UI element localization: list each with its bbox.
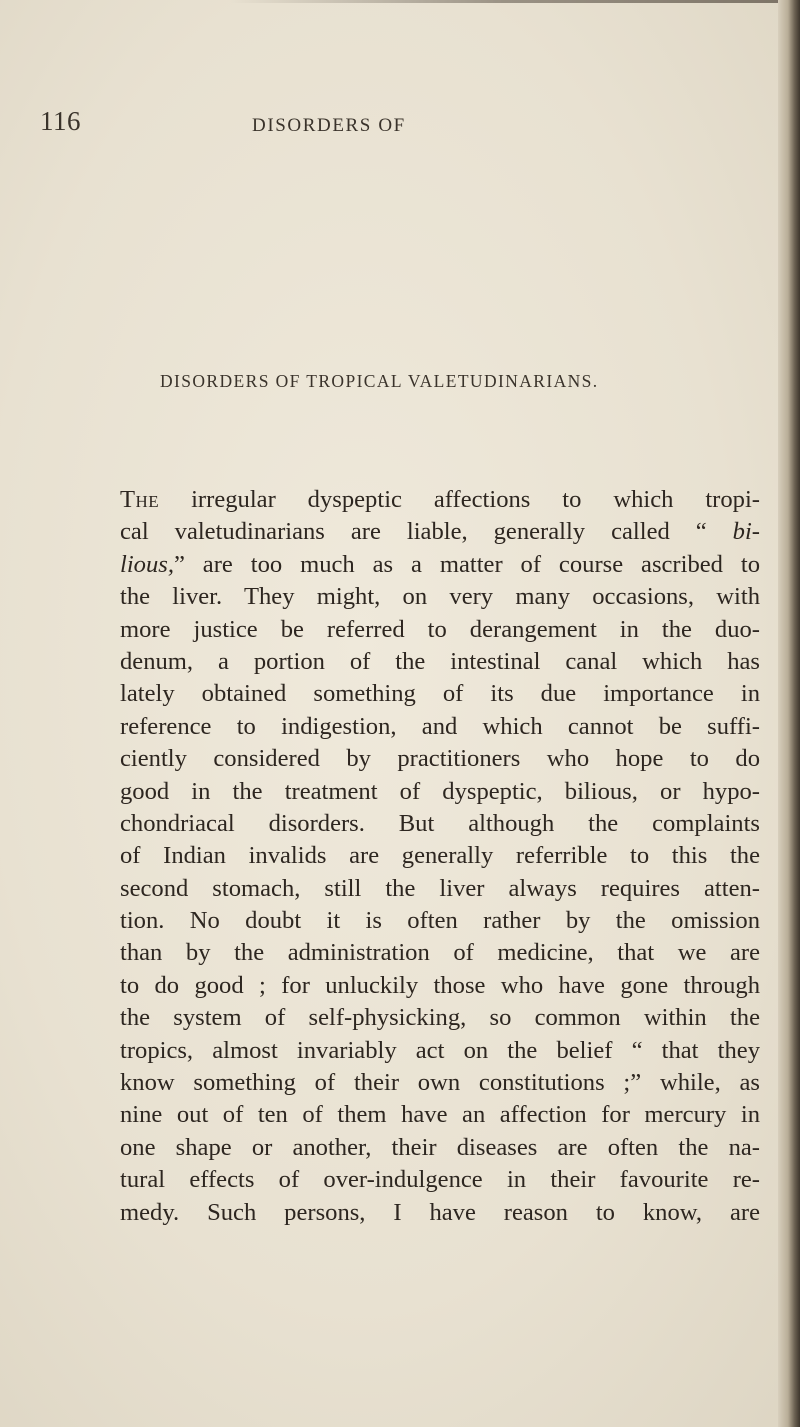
line-text: the liver. They might, on very many occasions, with	[120, 583, 760, 611]
line-text: denum, a portion of the intestinal canal which has	[120, 647, 760, 675]
line-text: more justice be referred to derangement in the duo-	[120, 615, 760, 643]
text-line	[120, 1067, 760, 1099]
text-line	[120, 1002, 760, 1034]
running-head: DISORDERS OF	[252, 115, 406, 136]
text-line	[120, 1132, 760, 1164]
line-text: medy. Such persons, I have reason to know, are	[120, 1198, 760, 1226]
top-rule	[230, 0, 778, 3]
text-line	[120, 516, 760, 548]
line-text: tropics, almost invariably act on the belief “ that they	[120, 1036, 760, 1064]
line-text: good in the treatment of dyspeptic, bilious, or hypo-	[120, 777, 760, 805]
line-text: ” are too much as a matter of course ascribed to	[173, 550, 760, 578]
text-line	[120, 1099, 760, 1131]
text-line	[120, 743, 760, 775]
line-text: cal valetudinarians are liable, generally called “	[120, 518, 733, 546]
page-number: 116	[40, 106, 81, 136]
italic-word: lious,	[120, 550, 174, 578]
text-line	[120, 581, 760, 613]
line-text: lately obtained something of its due importance in	[120, 680, 760, 708]
text-line	[120, 776, 760, 808]
line-text: than by the administration of medicine, that we are	[120, 939, 760, 967]
line-text: nine out of ten of them have an affection for mercury in	[120, 1101, 760, 1129]
line-text: know something of their own constitutions ;” while, as	[120, 1069, 760, 1097]
section-title: DISORDERS OF TROPICAL VALETUDINARIANS.	[160, 371, 599, 391]
text-line	[120, 937, 760, 969]
line-text: second stomach, still the liver always requires atten-	[120, 874, 760, 902]
lead-word: The	[120, 486, 160, 513]
text-line	[120, 905, 760, 937]
line-text: of Indian invalids are generally referrible to this the	[120, 842, 760, 870]
text-line	[120, 678, 760, 710]
line-text: tural effects of over-indulgence in their favourite re-	[120, 1166, 760, 1194]
text-line	[120, 1035, 760, 1067]
text-line	[120, 484, 760, 516]
text-line	[120, 1197, 760, 1229]
line-text: ciently considered by practitioners who hope to do	[120, 745, 760, 773]
text-line	[120, 1164, 760, 1196]
text-line	[120, 646, 760, 678]
line-text: reference to indigestion, and which cannot be suffi-	[120, 712, 760, 740]
italic-word: bi-	[732, 518, 760, 546]
text-line	[120, 614, 760, 646]
line-text: tion. No doubt it is often rather by the omission	[120, 907, 760, 935]
body-paragraph	[120, 484, 760, 1229]
line-text: the system of self-physicking, so common within the	[120, 1004, 760, 1032]
text-line	[120, 549, 760, 581]
text-line	[120, 970, 760, 1002]
line-text: to do good ; for unluckily those who have gone through	[120, 971, 760, 999]
line-text: one shape or another, their diseases are often the na-	[120, 1133, 760, 1161]
text-line	[120, 711, 760, 743]
text-line	[120, 873, 760, 905]
text-line	[120, 808, 760, 840]
line-text: irregular dyspeptic affections to which tropi-	[159, 486, 760, 513]
text-line	[120, 840, 760, 872]
line-text: chondriacal disorders. But although the complaints	[120, 809, 760, 837]
page-edge-shadow	[778, 0, 800, 1427]
